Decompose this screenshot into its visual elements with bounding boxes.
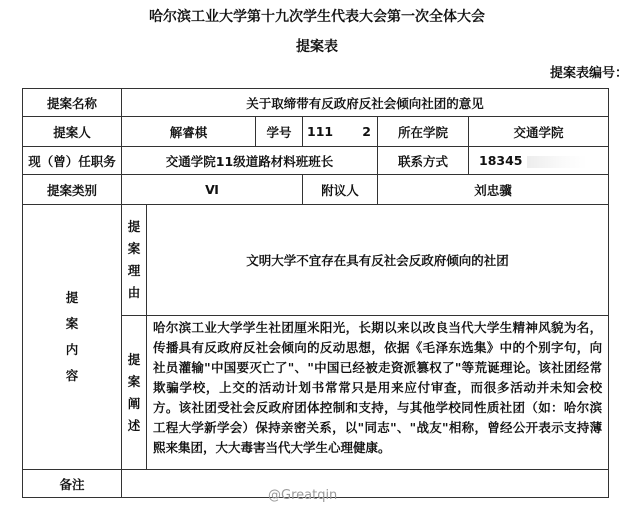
student-id-value: 111: [307, 124, 334, 139]
content-label: 提案内容: [65, 290, 79, 383]
position-label: 现（曾）任职务: [23, 147, 122, 175]
college-value: 交通学院: [469, 117, 609, 147]
college-label: 所在学院: [378, 117, 469, 147]
document-title: 哈尔滨工业大学第十九次学生代表大会第一次全体大会: [149, 9, 485, 25]
contact-value: 18345: [479, 153, 523, 168]
seconder-value: 刘忠骥: [378, 175, 609, 205]
position-value: 交通学院11级道路材料班班长: [122, 147, 378, 175]
category-label: 提案类别: [23, 175, 122, 205]
row-proposal-name: [23, 89, 609, 117]
category-value: Ⅵ: [122, 175, 303, 205]
proposal-name-value: 关于取缔带有反政府反社会倾向社团的意见: [122, 89, 609, 117]
form-title: 提案表: [296, 39, 338, 55]
statement-value: [147, 316, 609, 470]
row-position: [23, 147, 609, 175]
proposal-name-label: 提案名称: [23, 89, 122, 117]
proposal-form-table: [22, 88, 609, 498]
serial-number-label: 提案表编号：: [549, 66, 628, 81]
contact-label: 联系方式: [378, 147, 469, 175]
content-label-cell: [23, 205, 122, 470]
row-reason: [23, 205, 609, 316]
student-id-cell: [303, 117, 378, 147]
statement-text: 哈尔滨工业大学学生社团厘米阳光，长期以来以改良当代大学生精神风貌为名，传播具有反政府反社会倾向的反动思想，依据《毛泽东选集》中的个别字句，向社员灌输"中国要灭亡了"、"中国已经被走资派篡权了"等荒诞理论。该社团经常欺骗学校，上交的活动计划书常常只是用来应付审查，而很多活动并未知会校方。该社团受社会反政府团体控制和支持，与其他学校同性质社团（如：哈尔滨工程大学新学会）保持亲密关系，以"同志"、"战友"相称，曾经公开表示支持薄熙来集团，大大毒害当代大学生心理健康。: [153, 320, 603, 455]
watermark: @Greatqin: [268, 488, 338, 503]
row-proposer: [23, 117, 609, 147]
contact-cell: [469, 147, 609, 175]
reason-value: 文明大学不宜存在具有反社会反政府倾向的社团: [147, 205, 609, 316]
seconder-label: 附议人: [303, 175, 378, 205]
remarks-value: [122, 470, 609, 498]
reason-label: 提案理由: [127, 219, 141, 300]
statement-label: 提案阐述: [127, 351, 141, 433]
redacted-area: [527, 156, 587, 168]
proposer-value: 解睿棋: [122, 117, 256, 147]
remarks-label: 备注: [23, 470, 122, 498]
statement-label-cell: [122, 316, 147, 470]
row-category: [23, 175, 609, 205]
student-id-tail: 2: [362, 124, 371, 139]
reason-label-cell: [122, 205, 147, 316]
student-id-label: 学号: [256, 117, 303, 147]
proposer-label: 提案人: [23, 117, 122, 147]
